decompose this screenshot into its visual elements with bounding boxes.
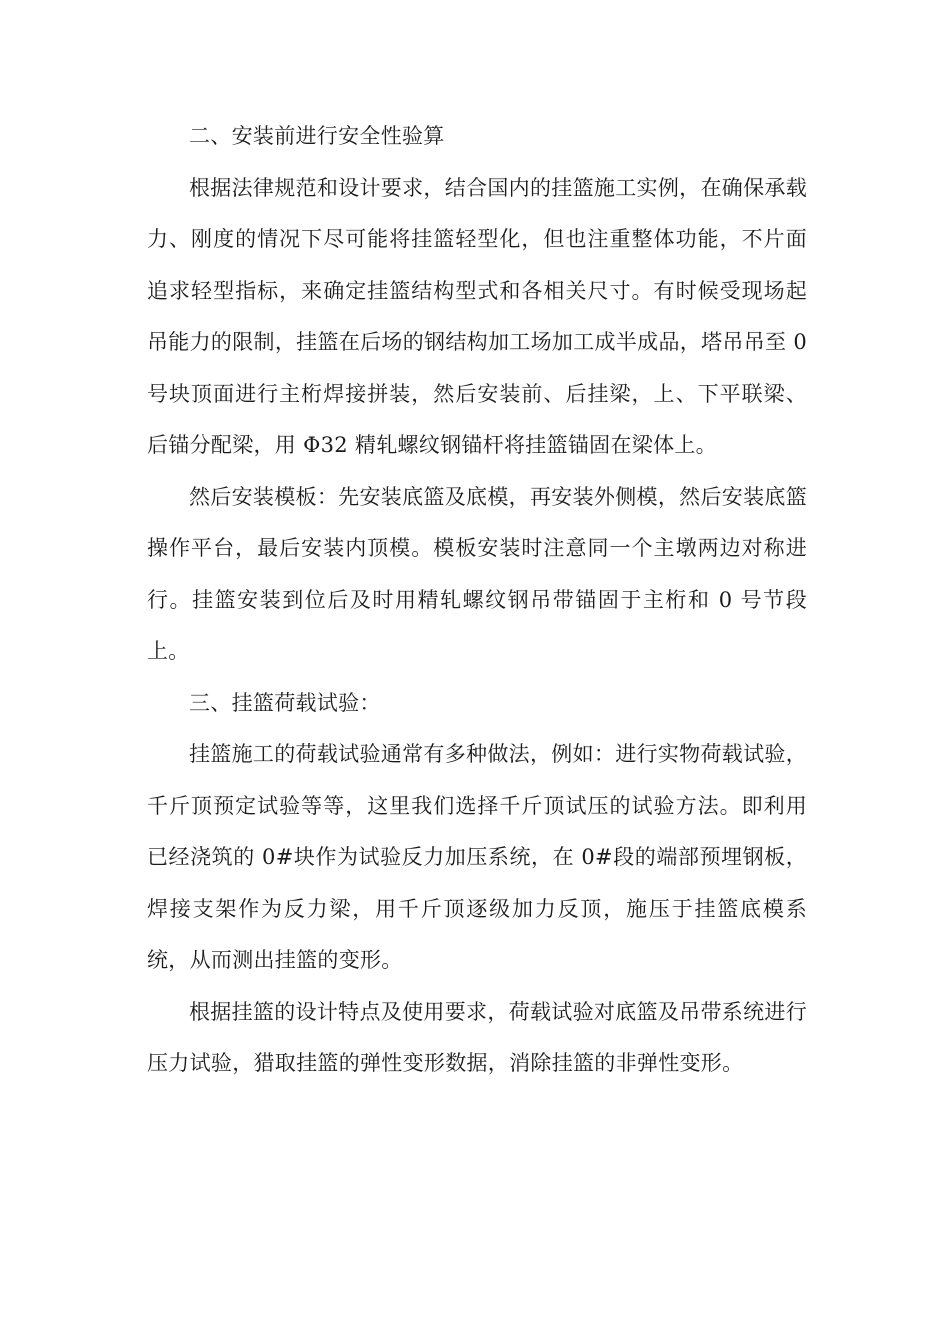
section-heading-2: 二、安装前进行安全性验算	[189, 124, 445, 148]
paragraph-load-test-purpose: 根据挂篮的设计特点及使用要求，荷载试验对底篮及吊带系统进行压力试验，猎取挂篮的弹性变形数据，消除挂篮的非弹性变形。	[147, 999, 807, 1075]
paragraph-safety-check: 根据法律规范和设计要求，结合国内的挂篮施工实例，在确保承载力、刚度的情况下尽可能将挂篮轻型化，但也注重整体功能，不片面追求轻型指标，来确定挂篮结构型式和各相关尺寸。有时候受现场起吊能力的限制，挂篮在后场的钢结构加工场加工成半成品，塔吊吊至 0 号块顶面进行主桁焊接拼装，然后安装前、后挂梁，上、下平联梁、后锚分配梁，用 Φ32 精轧螺纹钢锚杆将挂篮锚固在梁体上。	[147, 175, 807, 457]
paragraph-load-test-method: 挂篮施工的荷载试验通常有多种做法，例如：进行实物荷载试验，千斤顶预定试验等等，这里我们选择千斤顶试压的试验方法。即利用已经浇筑的 0#块作为试验反力加压系统，在 0#段的端部预埋钢板，焊接支架作为反力梁，用千斤顶逐级加力反顶，施压于挂篮底模系统，从而测出挂篮的变形。	[147, 742, 807, 972]
section-heading-3: 三、挂篮荷载试验：	[189, 690, 381, 715]
paragraph-formwork-install: 然后安装模板：先安装底篮及底模，再安装外侧模，然后安装底篮操作平台，最后安装内顶模。模板安装时注意同一个主墩两边对称进行。挂篮安装到位后及时用精轧螺纹钢吊带锚固于主桁和 0 号节段上。	[147, 484, 807, 663]
document-body	[147, 111, 807, 1090]
